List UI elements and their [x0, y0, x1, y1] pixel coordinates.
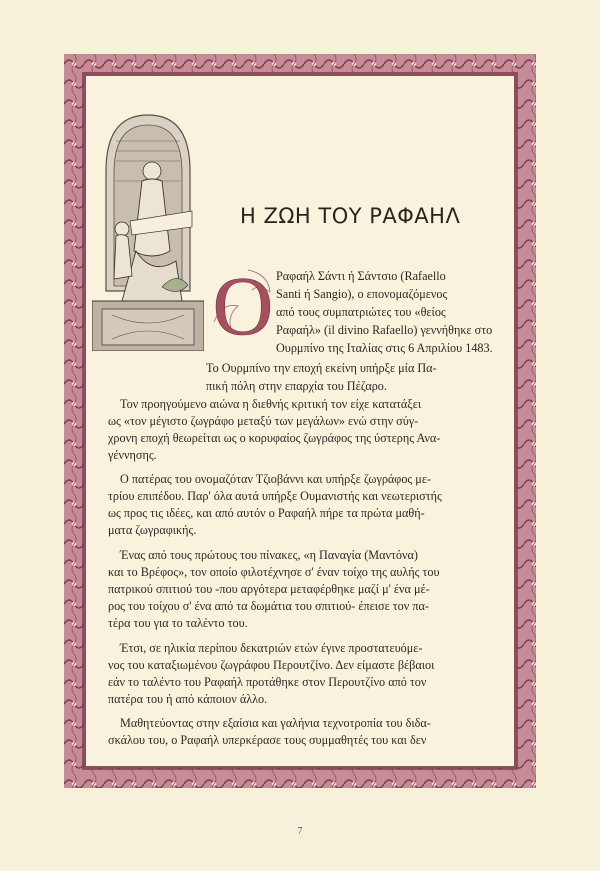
page-number: 7	[297, 826, 303, 837]
text-line: ματα ζωγραφικής.	[108, 523, 197, 537]
text-line: από τους συμπατριώτες του «θείος	[276, 305, 446, 319]
text-line: Ραφαήλ» (il divino Rafaello) γεννήθηκε στο	[276, 323, 493, 337]
text-line: Ουρμπίνο της Ιταλίας στις 6 Απριλίου 1483.	[276, 341, 493, 355]
text-line: χρονη εποχή θεωρείται ως ο κορυφαίος ζωγράφος της ύστερης Ανα-	[108, 431, 441, 445]
drop-cap	[208, 262, 278, 348]
text-line: τέρα του για το ταλέντο του.	[108, 616, 248, 630]
text-line: τρίου επιπέδου. Παρ' όλα αυτά υπήρξε Ουμανιστής και νεωτεριστής	[108, 489, 442, 503]
text-line: Έτσι, σε ηλικία περίπου δεκατριών ετών έγινε προστατευόμε-	[120, 641, 423, 655]
muse-engraving-illustration	[92, 101, 204, 351]
text-line: Ο πατέρας του ονομαζόταν Τζιοβάννι και υπήρξε ζωγράφος με-	[120, 472, 432, 486]
text-line: σκάλου του, ο Ραφαήλ υπερκέρασε τους συμμαθητές του και δεν	[108, 733, 427, 747]
text-line: Τον προηγούμενο αιώνα η διεθνής κριτική τον είχε κατατάξει	[120, 397, 422, 411]
text-line: Το Ουρμπίνο την εποχή εκείνη υπήρξε μία Πα-	[206, 361, 437, 375]
text-line: Ένας από τους πρώτους του πίνακες, «η Παναγία (Μαντόνα)	[120, 548, 418, 562]
text-line: γέννησης.	[108, 448, 157, 462]
text-line: Μαθητεύοντας στην εξαίσια και γαλήνια τεχνοτροπία του διδα-	[120, 716, 431, 730]
text-line: πατρικού σπιτιού του -που αργότερα μεταφέρθηκε μαζί μ' ένα μέ-	[108, 582, 430, 596]
page-title: Η ΖΩΗ ΤΟΥ ΡΑΦΑΗΛ	[240, 204, 461, 228]
text-line: και το Βρέφος», τον οποίο φιλοτέχνησε σ' έναν τοίχο της αυλής του	[108, 565, 440, 579]
text-line: Ραφαήλ Σάντι ή Σάντσιο (Rafaello	[276, 269, 446, 283]
text-line: πική πόλη στην επαρχία του Πέζαρο.	[206, 379, 387, 393]
text-line: νος του καταξιωμένου ζωγράφου Περουτζίνο. Δεν είμαστε βέβαιοι	[108, 658, 435, 672]
text-line: ρος του τοίχου σ' ένα από τα δωμάτια του σπιτιού- έπεισε τον πα-	[108, 599, 429, 613]
drop-cap-letter: Ο	[212, 262, 274, 348]
text-line: πατέρα του ή από κάποιον άλλο.	[108, 692, 268, 706]
text-line: εάν το ταλέντο του Ραφαήλ προτάθηκε στον Περουτζίνο από τον	[108, 675, 427, 689]
text-line: ως «τον μέγιστο ζωγράφο μεταξύ των μεγάλων» ενώ στην σύγ-	[108, 414, 419, 428]
text-line: Santi ή Sangio), ο επονομαζόμενος	[276, 287, 448, 301]
text-line: ως προς τις ιδέες, και από αυτόν ο Ραφαήλ πήρε τα πρώτα μαθή-	[108, 506, 425, 520]
